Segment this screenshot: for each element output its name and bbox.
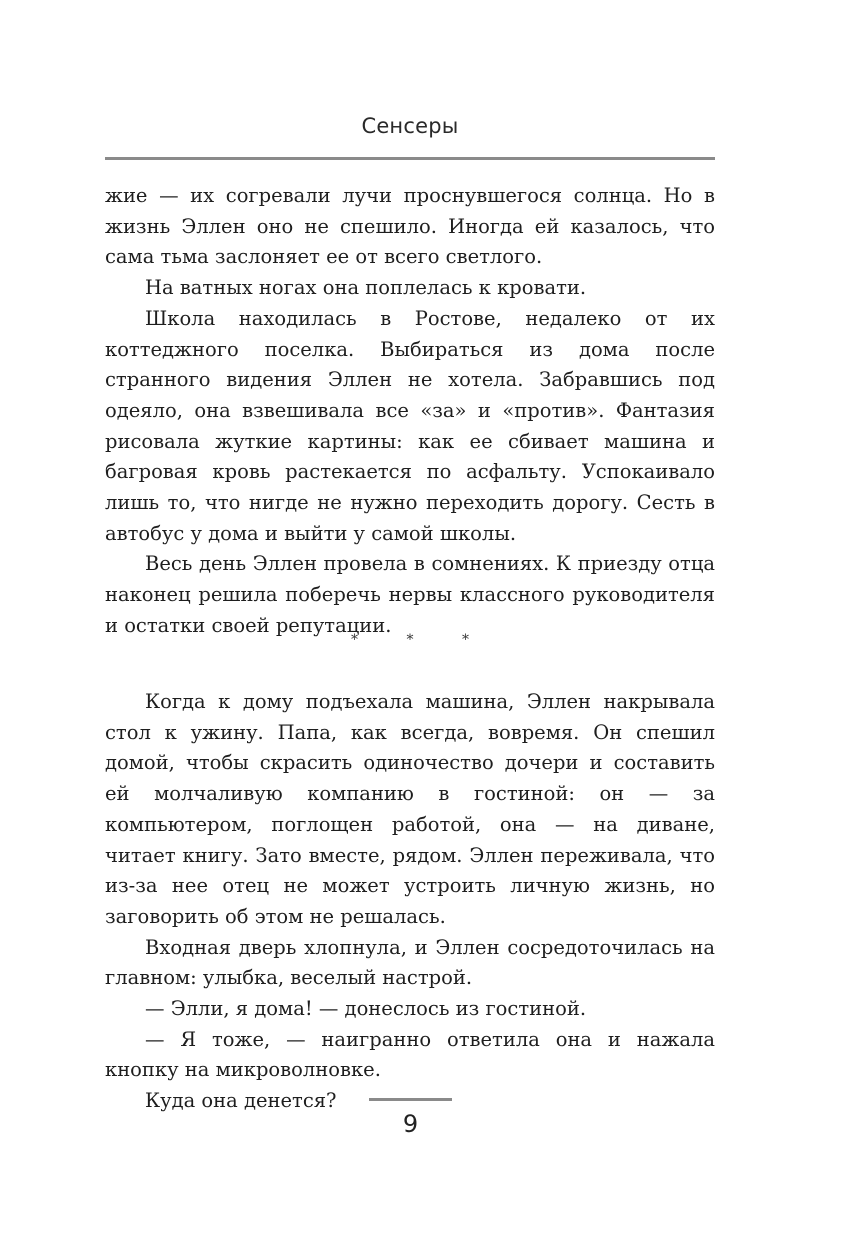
paragraph: Весь день Эллен провела в сомнениях. К приезду отца наконец решила поберечь нервы классного руководителя и остатки своей репутации. [105, 552, 715, 637]
text-section-2 [105, 687, 715, 1117]
paragraph: — Элли, я дома! — донеслось из гостиной. [145, 997, 587, 1021]
footer-rule [369, 1098, 452, 1101]
paragraph: Школа находилась в Ростове, недалеко от их коттеджного поселка. Выбираться из дома после странного видения Эллен не хотела. Забравшись под одеяло, она взвешивала все «за» и «против». Фантазия рисовала жуткие картины: как ее сбивает машина и багровая кровь растекается по асфальту. Успокаивало лишь то, что нигде не нужно переходить дорогу. Сесть в автобус у дома и выйти у самой школы. [105, 306, 715, 545]
paragraph: Когда к дому подъехала машина, Эллен накрывала стол к ужину. Папа, как всегда, вовремя. Он спешил домой, чтобы скрасить одиночество дочери и составить ей молчаливую компанию в гостиной: он — за компьютером, поглощен работой, она — на диване, читает книгу. Зато вместе, рядом. Эллен переживала, что из-за нее отец не может устроить личную жизнь, но заговорить об этом не решалась. [105, 690, 715, 928]
paragraph: Куда она денется? [145, 1089, 337, 1113]
paragraph: — Я тоже, — наигранно ответила она и нажала кнопку на микроволновке. [105, 1027, 715, 1082]
paragraph: Входная дверь хлопнула, и Эллен сосредоточилась на главном: улыбка, веселый настрой. [105, 935, 715, 990]
page-number: 9 [402, 1110, 419, 1138]
scene-break: * * * [351, 632, 491, 648]
text-section-1 [105, 181, 715, 642]
paragraph: На ватных ногах она поплелась к кровати. [145, 276, 587, 300]
paragraph-continuation: жие — их согревали лучи проснувшегося солнца. Но в жизнь Эллен оно не спешило. Иногда ей казалось, что сама тьма заслоняет ее от всего светлого. [105, 184, 715, 269]
header-rule [105, 157, 715, 160]
running-head-title: Сенсеры [361, 114, 459, 138]
